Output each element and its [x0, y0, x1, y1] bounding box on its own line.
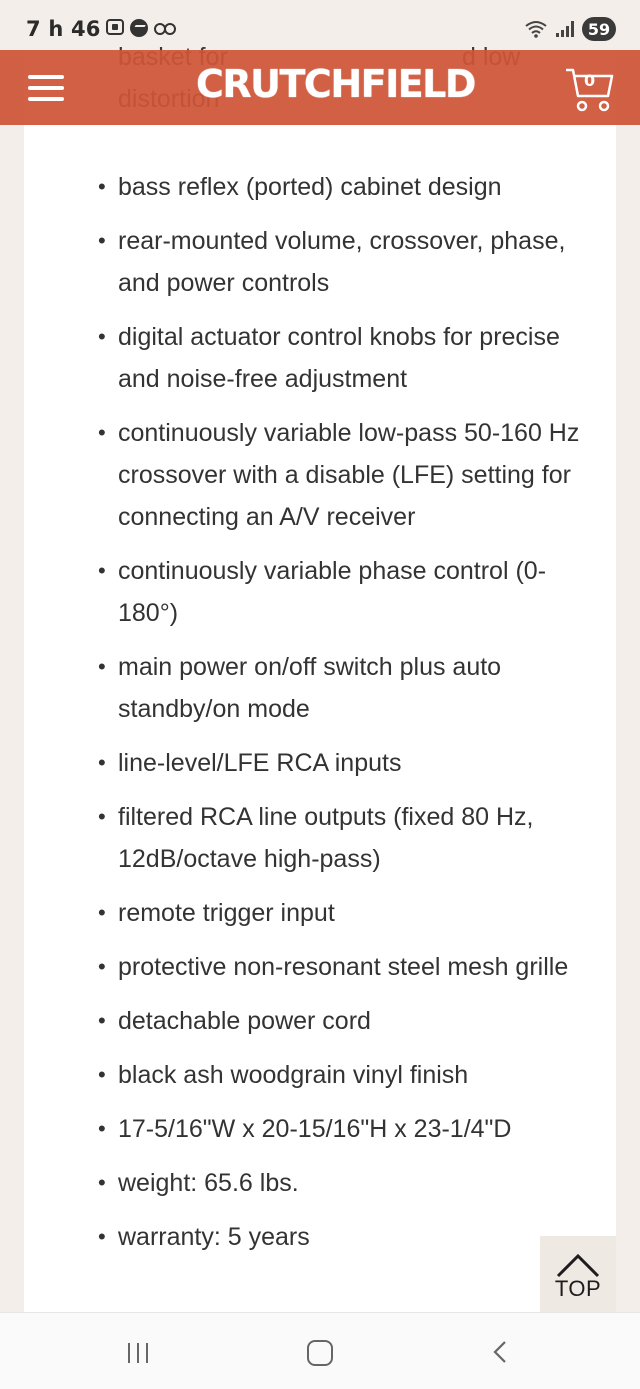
bullet: •: [98, 174, 106, 199]
bullet: •: [98, 1062, 106, 1087]
list-item: [94, 550, 594, 634]
feature-text: black ash woodgrain vinyl finish: [118, 1061, 469, 1089]
list-item: [94, 1162, 594, 1204]
list-item: [94, 1000, 594, 1042]
bullet: •: [98, 1170, 106, 1195]
menu-button[interactable]: [28, 75, 64, 101]
feature-text: filtered RCA line outputs (fixed 80 Hz, 12dB/octave high-pass): [118, 803, 534, 873]
list-item: [94, 646, 594, 730]
battery-badge: 59: [582, 17, 616, 41]
wifi-icon: [524, 20, 548, 38]
list-item: [94, 892, 594, 934]
list-item: [94, 742, 594, 784]
list-item: [94, 1216, 594, 1258]
list-item: [94, 946, 594, 988]
list-item: [94, 412, 594, 538]
bullet: •: [98, 420, 106, 445]
feature-text: continuously variable phase control (0-180°): [118, 557, 547, 627]
status-time: 7 h 46: [26, 17, 101, 41]
list-item: [94, 796, 594, 880]
home-icon[interactable]: [307, 1340, 333, 1366]
feature-text: weight: 65.6 lbs.: [118, 1169, 299, 1197]
feature-text: bass reflex (ported) cabinet design: [118, 173, 502, 201]
back-icon[interactable]: [488, 1339, 514, 1365]
bullet: •: [98, 228, 106, 253]
back-to-top-label: TOP: [554, 1276, 602, 1301]
bullet: •: [98, 954, 106, 979]
messenger-icon: [130, 19, 148, 37]
bullet: •: [98, 1008, 106, 1033]
feature-text: line-level/LFE RCA inputs: [118, 749, 402, 777]
feature-text: warranty: 5 years: [118, 1223, 310, 1251]
feature-list: [94, 166, 594, 1270]
cart-button[interactable]: [564, 66, 616, 114]
voicemail-icon: [154, 23, 176, 33]
back-to-top-button[interactable]: [540, 1236, 616, 1312]
feature-text: main power on/off switch plus auto standby/on mode: [118, 653, 502, 723]
list-item: [94, 1054, 594, 1096]
notification-icons: [106, 19, 176, 37]
bullet: •: [98, 324, 106, 349]
hamburger-icon: [28, 75, 64, 79]
screenshot-icon: [106, 19, 124, 35]
feature-text: detachable power cord: [118, 1007, 371, 1035]
system-nav-bar: [0, 1312, 640, 1389]
recents-icon[interactable]: [128, 1343, 148, 1363]
bullet: •: [98, 654, 106, 679]
cart-count: 0: [584, 71, 596, 90]
feature-text: digital actuator control knobs for precise and noise-free adjustment: [118, 323, 560, 393]
app-header: [0, 50, 640, 125]
feature-text: protective non-resonant steel mesh grille: [118, 953, 569, 981]
bullet: •: [98, 804, 106, 829]
bullet: •: [98, 558, 106, 583]
signal-icon: [556, 21, 574, 37]
system-icons: [524, 17, 616, 41]
feature-text: remote trigger input: [118, 899, 335, 927]
list-item: [94, 166, 594, 208]
bullet: •: [98, 900, 106, 925]
list-item: [94, 1108, 594, 1150]
list-item: [94, 220, 594, 304]
feature-text: 17-5/16"W x 20-15/16"H x 23-1/4"D: [118, 1115, 512, 1143]
brand-logo[interactable]: CRUTCHFIELD: [196, 62, 475, 106]
list-item: [94, 316, 594, 400]
feature-text: continuously variable low-pass 50-160 Hz crossover with a disable (LFE) setting for connecting an A/V receiver: [118, 419, 580, 531]
feature-text: rear-mounted volume, crossover, phase, and power controls: [118, 227, 566, 297]
bullet: •: [98, 1224, 106, 1249]
bullet: •: [98, 1116, 106, 1141]
bullet: •: [98, 750, 106, 775]
